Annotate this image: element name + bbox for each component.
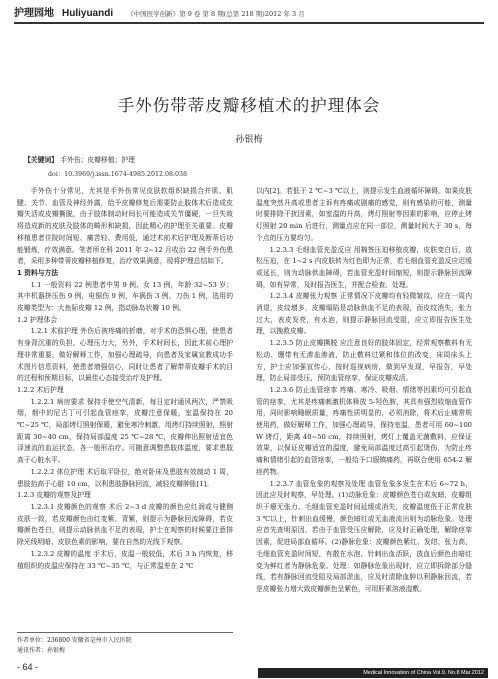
paragraph: 手外伤十分常见，尤其是手外伤常见皮肤软组织缺损合并肌、肌腱、关节、血管及神经外露，给予皮瓣修复后需要防止肢体术后造成皮瓣失活或皮瓣撕脱，由于肢体制动时间长可能造成关节僵硬，一旦失败将造成新的皮肤及肢体的畸形和缺损，因此精心的护理至关重要。皮瓣移植患者住院时间短、痛苦轻、费用低，通过术前术后护理及断蒂后功能锻炼，疗效满意。笔者所在科 2011 年 2~12 月收治 22 例手外伤患者，采用多种带蒂皮瓣移植修复，治疗效果满意，现将护理总结如下。	[17, 187, 233, 266]
paragraph: 1.2.3.2 皮瓣的温度 手术后，皮温一般较低，术后 3 h 内恢复，移植组织的皮温应保持在 33 ℃~35 ℃，与正常温差在 2 ℃	[17, 549, 233, 570]
paragraph: 1.2.3.6 防止血管痉挛 疼痛、寒冷、吸烟、情绪等因素均可引起血管的痉挛，尤其是疼痛刺激机体释放 5-羟色胺，其具有强烈收缩血管作用，同时影响睡眠质量，疼痛性质明显的，必须消除，将术后止痛常规使用药，做好解释工作，加强心理疏导，保持室温，患者可用 60~100 W 烤灯，距离 40~50 cm，持续照射，烤灯上覆盖无菌敷料，应保证效果，以保证皮瓣适宜的温度，避免局部温度过高引起烫伤，为防止疼痛和情绪引起的血管痉挛，一般给予口服镇痛药，再联合使用 654-2 解痉药物。	[256, 385, 472, 476]
keywords	[24, 154, 135, 164]
paragraph: 1.2.3.7 血管危象的观察及处理 血管危象多发生在术后 6~72 h，因此应及时观察，早处理。(1)动脉危象：皮瓣颜色苍白或灰暗，皮瓣组织干瘪无张力、毛细血管充盈时间延缓或消失，皮瓣温度低于正常皮肤 3 ℃以上，针刺出血缓慢，颜色暗红或无血液流出则为动脉危象。处理应首先查明原因，若由于血管受压应解除，应及时正确处理，解除痉挛因素，促进局部血循环。(2)静脉危象：皮瓣颜色紫红、发绀、张力高，毛细血管充盈时间短，有散在水泡，针刺出血活跃，放血后颜色由暗红变为鲜红者为静脉危象。处理：如静脉危象出现时，应立即拆除部分缝线，若有静脉回流受阻及局部淤血，应及时清除血肿以利静脉回流，若是皮瓣张力增大致皮瓣颜色呈紫色，可用肝素溶液湿敷。	[256, 479, 472, 593]
paragraph: 1.2.2.1 病房要求 保持手使空气清新，每日定时通风两次，严禁吸烟，烟中的尼古丁可引起血管痉挛，皮瓣注意保暖，室温保持在 20 ℃~25 ℃，局部烤灯照射保暖，避免寒冷刺激，用烤灯持续照射，照射距离 30~40 cm，保持局部温度 25 ℃~28 ℃，皮瓣伸出照射适宜色泽速流的血运状态，各一般形治疗。可随意调整患肢体温度，要求患肢高于心脏水平。	[17, 397, 233, 465]
paragraph: 1.2.3.4 皮瓣张力观察 正常情况下皮瓣均有轻微皱纹，应在一周内消退，皮纹增多，皮瓣塌陷是动脉供血不足的表现，而皮纹消失，张力过大，表皮发亮，有水泡，则提示静脉回流受阻，应立即报告医生处理，以挽救皮瓣。	[256, 292, 472, 336]
section-heading: 1 资料与方法	[17, 268, 59, 277]
paragraph: 1.1 一般资料 22 例患者中男 9 例、女 13 例，年龄 32~53 岁；其中机器挤压伤 9 例，电锯伤 9 例，车祸伤 3 例，刀伤 1 例，选用的皮瓣类型为：大鱼际皮瓣 12 例，指动脉岛状瓣 10 例。	[17, 280, 233, 313]
article-title: 手外伤带蒂皮瓣移植术的护理体会	[117, 96, 381, 115]
keywords-text: 手外伤；皮瓣移植；护理	[60, 156, 135, 164]
doi: doi：10.3969/j.issn.1674-4985.2012.08.038	[48, 171, 188, 178]
left-column	[17, 186, 233, 572]
journal-name-en: Huliyuandi	[62, 8, 114, 19]
corresponding-author: 通讯作者：孙银梅	[17, 647, 66, 654]
paragraph: 1.2.1 术前护理 外伤后被疼痛的折磨，对手术的恐惧心理，使患者有身背沉重的负担。心理压力大，另外，手术时间长，因此术前心理护理非常重要，做好解释工作，加强心理疏导，向患者及家属宣教成功手术图片信息资料，使患者增强信心，同时让患者了解带蒂皮瓣手术的目的过程和预期目标，以最佳心态接受治疗及护理。	[17, 327, 233, 383]
section-heading: 1.2 护理体会	[17, 315, 58, 324]
journal-name-cn: 护理园地	[14, 8, 54, 19]
paragraph: 以内[2]。若低于 2 ℃~3 ℃以上，则提示发生血液循环障碍。如果皮肤温度突然升高或患者主诉有疼痛或剧痛的感觉，则有感染的可能，测量时要排除干扰因素，如室温的升高，烤灯照射等因素的影响，应停止烤灯照射 20 min 后进行，测量点应在同一部位，测量时间大于 30 s，每个点的压力要均匀。	[256, 187, 472, 242]
issue-info: 《中国医学创新》第 9 卷 第 8 期(总第 218 期)2012 年 3 月	[127, 10, 305, 18]
journal-footer: Medical Innovation of China Vol.9, No.8 Mar.2012	[258, 668, 488, 678]
right-column	[256, 186, 472, 596]
author-name: 孙银梅	[235, 135, 263, 145]
author-unit: 作者单位：236800 安徽省亳州市人民医院	[17, 637, 132, 644]
paragraph: 1.2.3.5 防止皮瓣撕脱 应注意良好的肢体固定，经常观察敷料有无松动、绷带有无渗血渗液，防止敷料过紧和体位的改变，床周床头上方，护士应加强宣传心，按时巡视病房，做到早发现，早报告，早处理，防止局部受压，预防血管痉挛，保证皮瓣成活。	[256, 339, 472, 383]
page-number: - 64 -	[17, 662, 39, 672]
keywords-label: 【关键词】	[24, 156, 58, 164]
section-heading: 1.2.2 术后护理	[17, 385, 64, 394]
paragraph: 1.2.3.3 毛细血管充盈反应 用棉签压迫移植皮瓣，皮肤变白后，放松压迫，在 1~2 s 内皮肤转为红色即为正常，若毛细血管充盈反应迟缓或延长，则为动脉供血障碍，若血管充盈时间缩短，则提示静脉回流障碍，如有异常，及时报告医生，并配合检查、处理。	[256, 245, 472, 289]
paragraph: 1.2.3.1 皮瓣颜色的观察 术后 2~3 d 皮瓣的颜色应红润或与健侧皮肤一致，若皮瓣颜色由红变紫、青紫，则提示为静脉回流障碍，若皮瓣颜色苍白，则提示动脉供血不足的表现，护士在观察的时候要注意排除光线明暗、皮肤色素的影响，要在自然的光线下观察。	[17, 502, 233, 547]
author-footnote	[17, 632, 233, 656]
paragraph: 1.2.2.2 体位护理 术后取平卧位，绝对卧床及患肢有效制动 1 周，患肢抬高于心脏 10 cm，以利患肢静脉回流，减轻皮瓣肿胀[1]。	[17, 467, 233, 488]
journal-header	[14, 4, 484, 24]
section-heading: 1.2.3 皮瓣的观察及护理	[17, 491, 91, 500]
